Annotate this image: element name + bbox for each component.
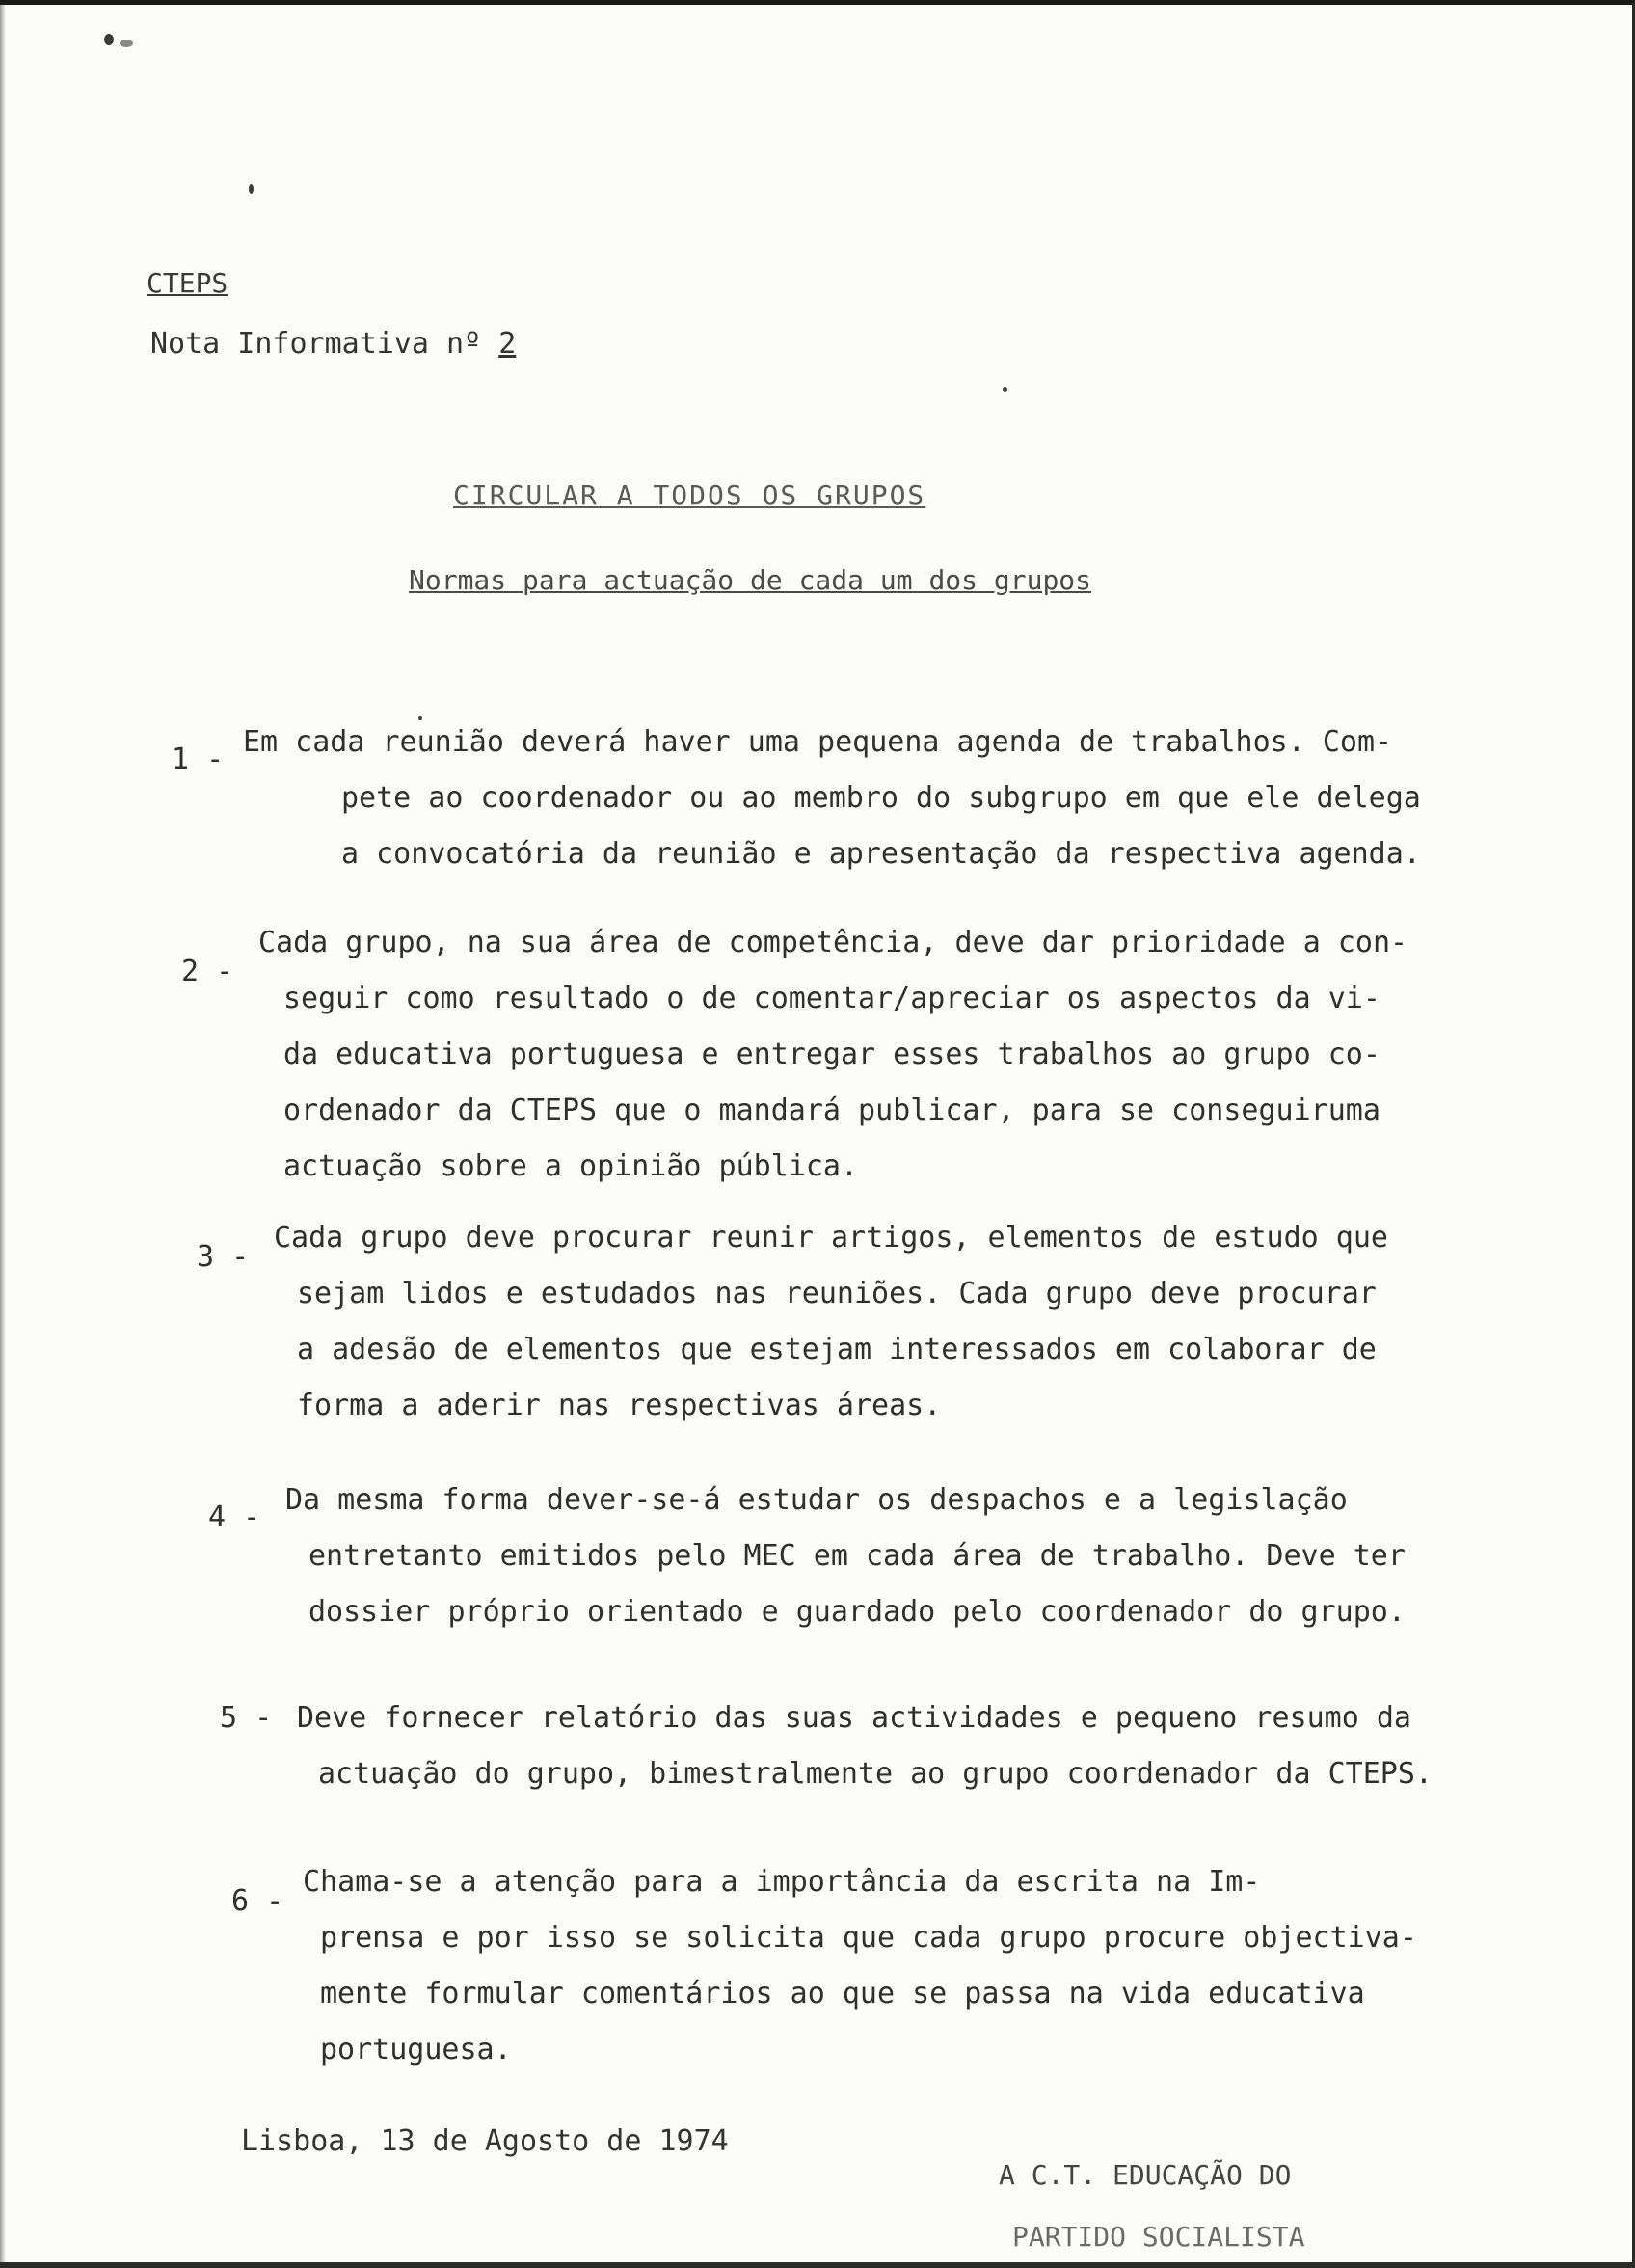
document-subtitle: Normas para actuação de cada um dos grupos [409,564,1092,596]
item-number: 3 - [197,1240,250,1274]
item-line: a adesão de elementos que estejam interessados em colaborar de [297,1333,1377,1366]
list-item [220,1690,1433,1802]
scan-speck [1003,387,1007,392]
item-number: 1 - [172,742,225,776]
note-label: Nota Informativa nº [150,327,482,361]
list-item [208,1472,1406,1640]
list-item [197,1210,1388,1434]
item-number: 2 - [181,955,234,988]
item-line: actuação do grupo, bimestralmente ao grupo coordenador da CTEPS. [318,1757,1433,1791]
item-line: ordenador da CTEPS que o mandará publicar, para se conseguiruma [283,1094,1380,1127]
item-number: 4 - [208,1500,261,1534]
item-line: pete ao coordenador ou ao membro do subgrupo em que ele delega [341,781,1421,815]
item-line: Da mesma forma dever-se-á estudar os despachos e a legislação [285,1483,1348,1517]
scan-speck [249,184,254,194]
scan-speck [120,40,133,47]
scan-left-edge [0,5,6,2268]
item-line: seguir como resultado o de comentar/apreciar os aspectos da vi- [283,982,1380,1015]
item-line: entretanto emitidos pelo MEC em cada área de trabalho. Deve ter [308,1539,1406,1573]
signature-line-2: PARTIDO SOCIALISTA [1012,2221,1305,2253]
document-date: Lisboa, 13 de Agosto de 1974 [241,2124,729,2158]
note-number-line [150,327,516,361]
scan-speck [104,34,114,45]
item-number: 5 - [220,1701,273,1735]
list-item [181,915,1407,1195]
item-line: forma a aderir nas respectivas áreas. [297,1389,942,1422]
organization-code: CTEPS [147,267,228,299]
list-item [172,715,1421,882]
item-line: Em cada reunião deverá haver uma pequena agenda de trabalhos. Com- [243,725,1393,759]
item-line: a convocatória da reunião e apresentação da respectiva agenda. [341,837,1421,871]
item-line: da educativa portuguesa e entregar esses trabalhos ao grupo co- [283,1038,1380,1071]
list-item [231,1854,1417,2078]
item-number: 6 - [231,1884,284,1918]
item-line: Cada grupo deve procurar reunir artigos, elementos de estudo que [274,1221,1388,1255]
item-line: portuguesa. [320,2033,512,2066]
item-line: Chama-se a atenção para a importância da escrita na Im- [303,1865,1261,1899]
item-line: mente formular comentários ao que se passa na vida educativa [320,1977,1365,2011]
item-line: actuação sobre a opinião pública. [283,1149,859,1183]
note-number: 2 [498,327,517,361]
item-line: Cada grupo, na sua área de competência, deve dar prioridade a con- [258,926,1408,959]
item-line: sejam lidos e estudados nas reuniões. Cada grupo deve procurar [297,1277,1377,1310]
document-title: CIRCULAR A TODOS OS GRUPOS [453,479,926,511]
signature-line-1: A C.T. EDUCAÇÃO DO [999,2159,1292,2191]
item-line: prensa e por isso se solicita que cada grupo procure objectiva- [320,1921,1417,1955]
scan-bottom-edge [0,2262,1635,2268]
item-line: Deve fornecer relatório das suas actividades e pequeno resumo da [297,1701,1411,1735]
item-line: dossier próprio orientado e guardado pelo coordenador do grupo. [308,1595,1406,1629]
